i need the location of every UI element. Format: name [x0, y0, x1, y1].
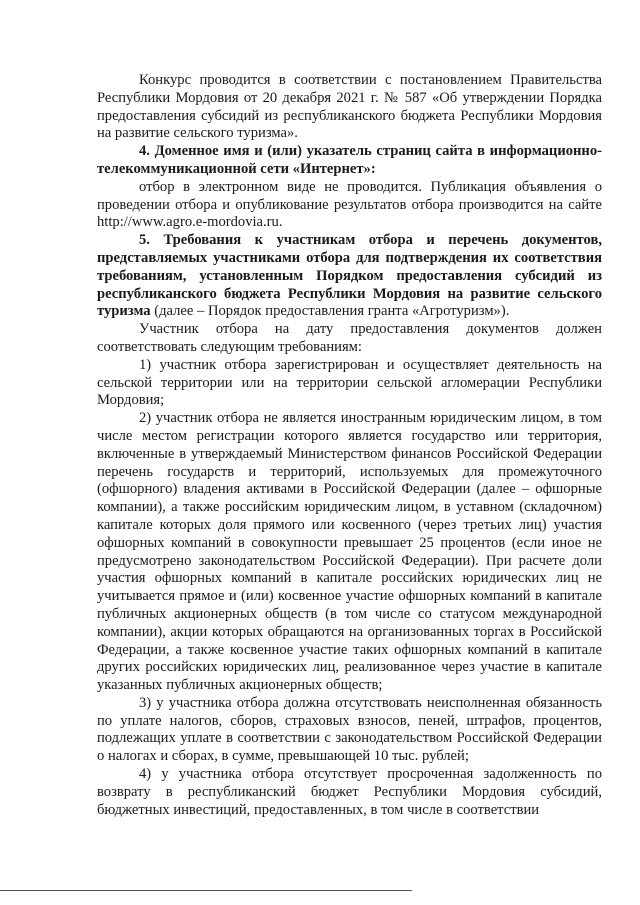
- list-item-requirement-3: 3) у участника отбора должна отсутствовать неисполненная обязанность по уплате налогов, сборов, страховых взносов, пеней, штрафов, процентов, подлежащих уплате в соответствии с законодательством Российской Федерации о налогах и сборах, в сумме, превышающей 10 тыс. рублей;: [97, 694, 602, 765]
- paragraph-website: отбор в электронном виде не проводится. Публикация объявления о проведении отбора и опубликование результатов отбора производится на сайте http://www.agro.e-mordovia.ru.: [97, 178, 602, 231]
- heading-requirements-bold: 5. Требования к участникам отбора и перечень документов, представляемых участниками отбора для подтверждения их соответствия требованиям, установленным Порядком предоставления субсидий из республиканского бюджета Республики Мордовия на развитие сельского туризма: [97, 232, 602, 320]
- list-item-requirement-2: 2) участник отбора не является иностранным юридическим лицом, в том числе местом регистрации которого является государство или территория, включенные в утверждаемый Министерством финансов Российской Федерации перечень государств и территорий, используемых для промежуточного (офшорного) владения активами в Российской Федерации (далее – офшорные компании), а также российским юридическим лицом, в уставном (складочном) капитале которых доля прямого или косвенного (через третьих лиц) участия офшорных компаний в совокупности превышает 25 процентов (если иное не предусмотрено законодательством Российской Федерации). При расчете доли участия офшорных компаний в капитале российских юридических лиц не учитывается прямое и (или) косвенное участие офшорных компаний в капитале публичных акционерных обществ (в том числе со статусом международной компании), акции которых обращаются на организованных торгах в Российской Федерации, а также косвенное участие таких офшорных компаний в капитале других российских юридических лиц, реализованное через участие в капитале указанных публичных акционерных обществ;: [97, 410, 602, 694]
- paragraph-legal-basis: Конкурс проводится в соответствии с постановлением Правительства Республики Мордовия от 20 декабря 2021 г. № 587 «Об утверждении Порядка предоставления субсидий из республиканского бюджета Республики Мордовия на развитие сельского туризма».: [97, 72, 602, 142]
- document-page: [97, 72, 602, 819]
- footer-divider: [0, 890, 412, 891]
- paragraph-requirements-intro: Участник отбора на дату предоставления документов должен соответствовать следующим требованиям:: [97, 321, 602, 355]
- list-item-requirement-1: 1) участник отбора зарегистрирован и осуществляет деятельность на сельской территории или на территории сельской агломерации Республики Мордовия;: [97, 356, 602, 409]
- heading-requirements-normal: (далее – Порядок предоставления гранта «Агротуризм»).: [150, 303, 510, 320]
- heading-requirements: [97, 232, 602, 321]
- heading-domain-name: 4. Доменное имя и (или) указатель страниц сайта в информационно-телекоммуникационной сети «Интернет»:: [97, 143, 602, 177]
- list-item-requirement-4: 4) у участника отбора отсутствует просроченная задолженность по возврату в республиканский бюджет Республики Мордовия субсидий, бюджетных инвестиций, предоставленных, в том числе в соответствии: [97, 766, 602, 818]
